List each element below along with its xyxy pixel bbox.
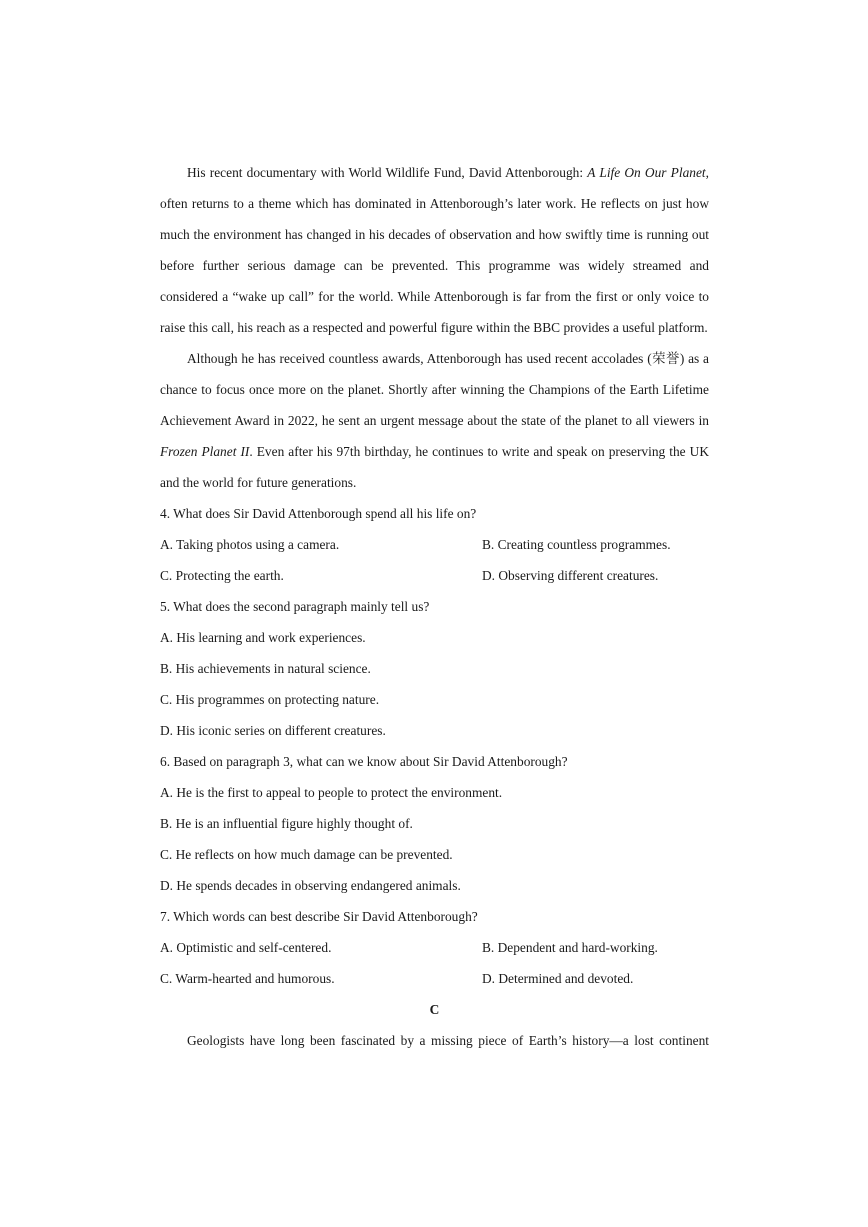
question-5: [160, 591, 709, 746]
option-row: [160, 560, 709, 591]
option-a: A. His learning and work experiences.: [160, 630, 366, 645]
question-stem: 6. Based on paragraph 3, what can we know about Sir David Attenborough?: [160, 754, 568, 769]
option-c: C. Warm-hearted and humorous.: [160, 971, 335, 986]
option-c: C. His programmes on protecting nature.: [160, 692, 380, 707]
option-d: D. Determined and devoted.: [482, 971, 634, 986]
option-row: [160, 963, 709, 994]
question-6: [160, 746, 709, 901]
question-4: [160, 498, 709, 591]
question-7: [160, 901, 709, 994]
option-b: B. He is an influential figure highly thought of.: [160, 816, 413, 831]
documentary-title: A Life On Our Planet: [587, 165, 706, 180]
option-c: C. Protecting the earth.: [160, 568, 284, 583]
option-b: B. Dependent and hard-working.: [482, 940, 658, 955]
question-stem: 7. Which words can best describe Sir David Attenborough?: [160, 909, 478, 924]
paragraph-text: , often returns to a theme which has dominated in Attenborough’s later work. He reflects on just how much the environment has changed in his decades of observation and how swiftly time is running out before further serious damage can be prevented. This programme was widely streamed and considered a “wake up call” for the world. While Attenborough is far from the first or only voice to raise this call, his reach as a respected and powerful figure within the BBC provides a useful platform.: [160, 165, 709, 335]
passage-paragraph-2: [160, 343, 709, 498]
option-a: A. He is the first to appeal to people to protect the environment.: [160, 785, 503, 800]
option-a: A. Optimistic and self-centered.: [160, 940, 332, 955]
question-stem: 4. What does Sir David Attenborough spend all his life on?: [160, 506, 477, 521]
section-heading: C: [429, 1002, 440, 1017]
section-c-first-line: Geologists have long been fascinated by a missing piece of Earth’s history—a lost continent: [187, 1033, 709, 1048]
option-d: D. Observing different creatures.: [482, 568, 659, 583]
option-d: D. His iconic series on different creatures.: [160, 723, 386, 738]
option-row: [160, 529, 709, 560]
question-stem: 5. What does the second paragraph mainly tell us?: [160, 599, 430, 614]
paragraph-text: . Even after his 97th birthday, he continues to write and speak on preserving the UK and the world for future generations.: [160, 444, 709, 490]
option-c: C. He reflects on how much damage can be prevented.: [160, 847, 453, 862]
option-b: B. His achievements in natural science.: [160, 661, 371, 676]
passage-paragraph-1: [160, 157, 709, 343]
option-a: A. Taking photos using a camera.: [160, 537, 340, 552]
page-content: [160, 157, 709, 1056]
option-d: D. He spends decades in observing endangered animals.: [160, 878, 461, 893]
option-b: B. Creating countless programmes.: [482, 537, 671, 552]
series-title: Frozen Planet II: [160, 444, 250, 459]
paragraph-text: Although he has received countless awards, Attenborough has used recent accolades (荣誉) as a chance to focus once more on the planet. Shortly after winning the Champions of the Earth Lifetime Achievement Award in 2022, he sent an urgent message about the state of the planet to all viewers in: [160, 351, 709, 428]
option-row: [160, 932, 709, 963]
paragraph-text: His recent documentary with World Wildlife Fund, David Attenborough:: [187, 165, 588, 180]
